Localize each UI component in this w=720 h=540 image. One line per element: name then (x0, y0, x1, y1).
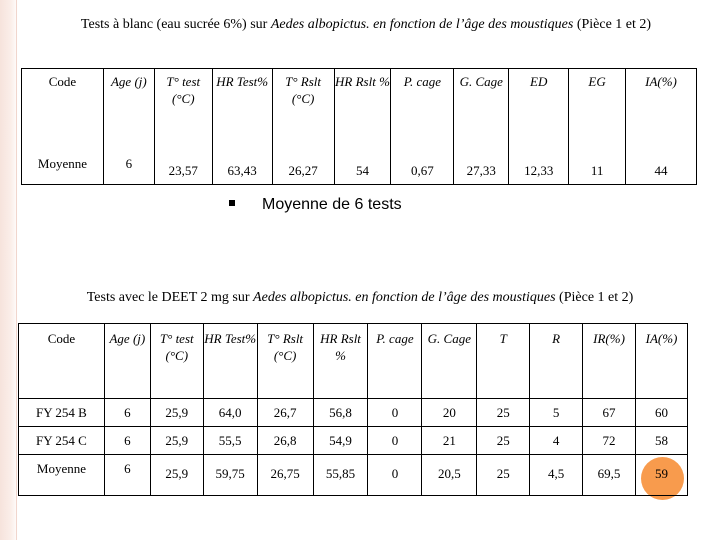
table2-header-cell: Age (j) (104, 324, 150, 399)
table1-header-cell: G. Cage (454, 69, 509, 154)
table2-header-cell: T° test (°C) (150, 324, 203, 399)
table1-cell: 0,67 (391, 153, 454, 185)
table2-cell: 6 (104, 427, 150, 455)
table2-header-cell: IR(%) (583, 324, 636, 399)
table1-cell: 26,27 (272, 153, 334, 185)
table2-header-cell: HR Test% (203, 324, 257, 399)
table2-cell: 5 (530, 399, 583, 427)
table2-cell: 4 (530, 427, 583, 455)
bullet-marker (229, 200, 235, 206)
table2-cell: 4,5 (530, 455, 583, 496)
table2-cell: 60 (636, 399, 688, 427)
table2-cell: 55,85 (313, 455, 368, 496)
table2-cell: FY 254 B (19, 399, 105, 427)
table1-header-cell: HR Test% (212, 69, 272, 154)
table1-title (30, 16, 702, 34)
table2-cell: 26,8 (257, 427, 313, 455)
table1-cell: 54 (334, 153, 391, 185)
table2-header-row (19, 324, 688, 399)
table1-cell: 27,33 (454, 153, 509, 185)
table1-title-suffix: (Pièce 1 et 2) (573, 17, 652, 32)
table1-title-species: Aedes albopictus. en fonction de l’âge des moustiques (270, 17, 574, 32)
table2-highlighted-cell: 59 (636, 455, 688, 496)
table2-cell: 25 (477, 427, 530, 455)
table2-cell: 55,5 (203, 427, 257, 455)
table1-cell: 23,57 (154, 153, 212, 185)
table2-cell: 6 (104, 455, 150, 496)
table2-cell: 0 (368, 427, 422, 455)
table1-title-prefix: Tests à blanc (eau sucrée 6%) sur (80, 17, 271, 32)
table2-cell: 59,75 (203, 455, 257, 496)
table2-cell: 25 (477, 399, 530, 427)
table2-cell: 26,7 (257, 399, 313, 427)
table2-title-suffix: (Pièce 1 et 2) (555, 290, 634, 305)
table2-cell: 54,9 (313, 427, 368, 455)
table2-title-prefix: Tests avec le DEET 2 mg sur (86, 290, 254, 305)
table2-header-cell: T° Rslt (°C) (257, 324, 313, 399)
table1-header-cell: ED (509, 69, 569, 154)
table2-header-cell: IA(%) (636, 324, 688, 399)
table2-cell: 6 (104, 399, 150, 427)
table2-cell: 72 (583, 427, 636, 455)
table1-header-row (22, 69, 697, 154)
table1-header-cell: HR Rslt % (334, 69, 391, 154)
table2-row (19, 427, 688, 455)
table1-cell: 12,33 (509, 153, 569, 185)
table2-cell: 25,9 (150, 427, 203, 455)
average-note: Moyenne de 6 tests (262, 196, 402, 213)
table2-cell: 64,0 (203, 399, 257, 427)
table2-header-cell: P. cage (368, 324, 422, 399)
table2-title-species: Aedes albopictus. en fonction de l’âge des moustiques (253, 290, 556, 305)
table2-cell: 69,5 (583, 455, 636, 496)
blank-test-table (21, 68, 697, 185)
table2-title (18, 289, 702, 307)
table2-header-cell: Code (19, 324, 105, 399)
table1-header-cell: Code (48, 74, 77, 89)
table2-header-cell: HR Rslt % (313, 324, 368, 399)
table1-cell: Moyenne (37, 156, 87, 171)
decorative-left-line (16, 0, 17, 540)
table2-cell: 67 (583, 399, 636, 427)
table2-cell: 56,8 (313, 399, 368, 427)
table1-header-cell: Age (j) (103, 69, 154, 154)
table2-cell: 25,9 (150, 399, 203, 427)
table1-header-cell: EG (569, 69, 626, 154)
table2-cell: 20 (422, 399, 477, 427)
table2-row (19, 399, 688, 427)
table1-header-cell: IA(%) (626, 69, 697, 154)
deet-test-table (18, 323, 688, 496)
table1-header-cell: T° test (°C) (154, 69, 212, 154)
table2-cell: 20,5 (422, 455, 477, 496)
table2-cell: FY 254 C (19, 427, 105, 455)
table2-cell: 0 (368, 455, 422, 496)
table1-data-row (22, 153, 697, 185)
table1-cell: 63,43 (212, 153, 272, 185)
table2-cell: 25 (477, 455, 530, 496)
table1-cell: 44 (626, 153, 697, 185)
table2-cell: 26,75 (257, 455, 313, 496)
table2-cell: 0 (368, 399, 422, 427)
table1-header-cell: P. cage (391, 69, 454, 154)
table2-average-row (19, 455, 688, 496)
table1-cell: 11 (569, 153, 626, 185)
table2-cell: Moyenne (19, 455, 105, 496)
table1-cell: 6 (103, 153, 154, 185)
table2-cell: 58 (636, 427, 688, 455)
table2-header-cell: G. Cage (422, 324, 477, 399)
table1-header-cell: T° Rslt (°C) (272, 69, 334, 154)
table2-header-cell: R (530, 324, 583, 399)
table2-header-cell: T (477, 324, 530, 399)
table2-cell: 21 (422, 427, 477, 455)
table2-cell: 25,9 (150, 455, 203, 496)
